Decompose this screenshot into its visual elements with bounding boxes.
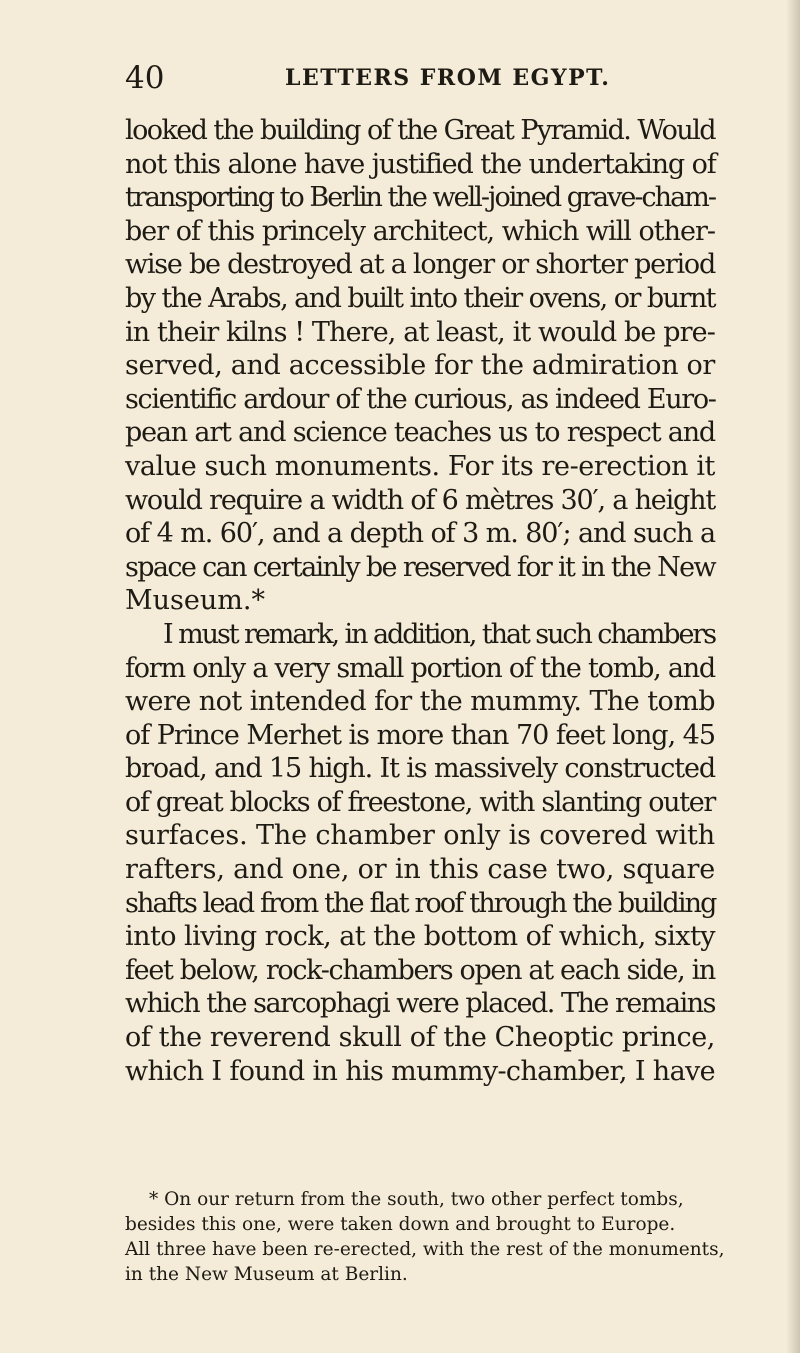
text-line: rafters, and one, or in this case two, square xyxy=(125,854,715,886)
text-line: which I found in his mummy-chamber, I have xyxy=(125,1055,715,1087)
text-line: not this alone have justified the undertaking of xyxy=(125,148,716,180)
text-line: would require a width of 6 mètres 30′, a height xyxy=(125,484,715,516)
text-line: transporting to Berlin the well-joined grave-cham- xyxy=(125,182,715,214)
text-line: of Prince Merhet is more than 70 feet long, 45 xyxy=(125,719,715,751)
text-line: broad, and 15 high. It is massively constructed xyxy=(125,753,715,785)
footnote xyxy=(125,1187,725,1287)
text-line: value such monuments. For its re-erection it xyxy=(125,450,715,482)
text-line: by the Arabs, and built into their ovens, or burnt xyxy=(125,282,715,314)
running-title: LETTERS FROM EGYPT. xyxy=(285,65,611,91)
text-line: feet below, rock-chambers open at each side, in xyxy=(125,954,715,986)
text-line: ber of this princely architect, which will other- xyxy=(125,215,715,247)
text-line: which the sarcophagi were placed. The remains xyxy=(125,988,715,1020)
running-head xyxy=(125,58,710,98)
text-line: of the reverend skull of the Cheoptic prince, xyxy=(125,1022,715,1054)
text-line: looked the building of the Great Pyramid. Would xyxy=(125,115,715,146)
text-line: served, and accessible for the admiration or xyxy=(125,350,715,382)
text-line: Museum.* xyxy=(125,585,265,617)
footnote-line: in the New Museum at Berlin. xyxy=(125,1264,408,1285)
body-text xyxy=(125,114,715,1088)
page-number: 40 xyxy=(125,60,165,96)
text-line: pean art and science teaches us to respect and xyxy=(125,417,715,449)
footnote-line: * On our return from the south, two other perfect tombs, xyxy=(149,1189,684,1210)
text-line: scientific ardour of the curious, as indeed Euro- xyxy=(125,383,716,415)
footnote-line: besides this one, were taken down and brought to Europe. xyxy=(125,1214,676,1235)
text-line: of great blocks of freestone, with slanting outer xyxy=(125,786,715,818)
text-line: of 4 m. 60′, and a depth of 3 m. 80′; and such a xyxy=(125,518,715,550)
footnote-line: All three have been re-erected, with the rest of the monuments, xyxy=(125,1239,725,1260)
text-line: were not intended for the mummy. The tomb xyxy=(125,686,715,718)
text-line: surfaces. The chamber only is covered with xyxy=(125,820,715,852)
paragraph-start-line: I must remark, in addition, that such chambers xyxy=(163,618,715,650)
text-line: into living rock, at the bottom of which, sixty xyxy=(125,921,715,953)
text-line: wise be destroyed at a longer or shorter period xyxy=(125,249,715,281)
text-line: form only a very small portion of the tomb, and xyxy=(125,652,715,684)
text-line: in their kilns ! There, at least, it would be pre- xyxy=(125,316,715,348)
text-line: space can certainly be reserved for it in the New xyxy=(125,551,715,583)
page-edge-shadow xyxy=(786,0,800,1353)
text-line: shafts lead from the flat roof through the building xyxy=(125,887,716,919)
